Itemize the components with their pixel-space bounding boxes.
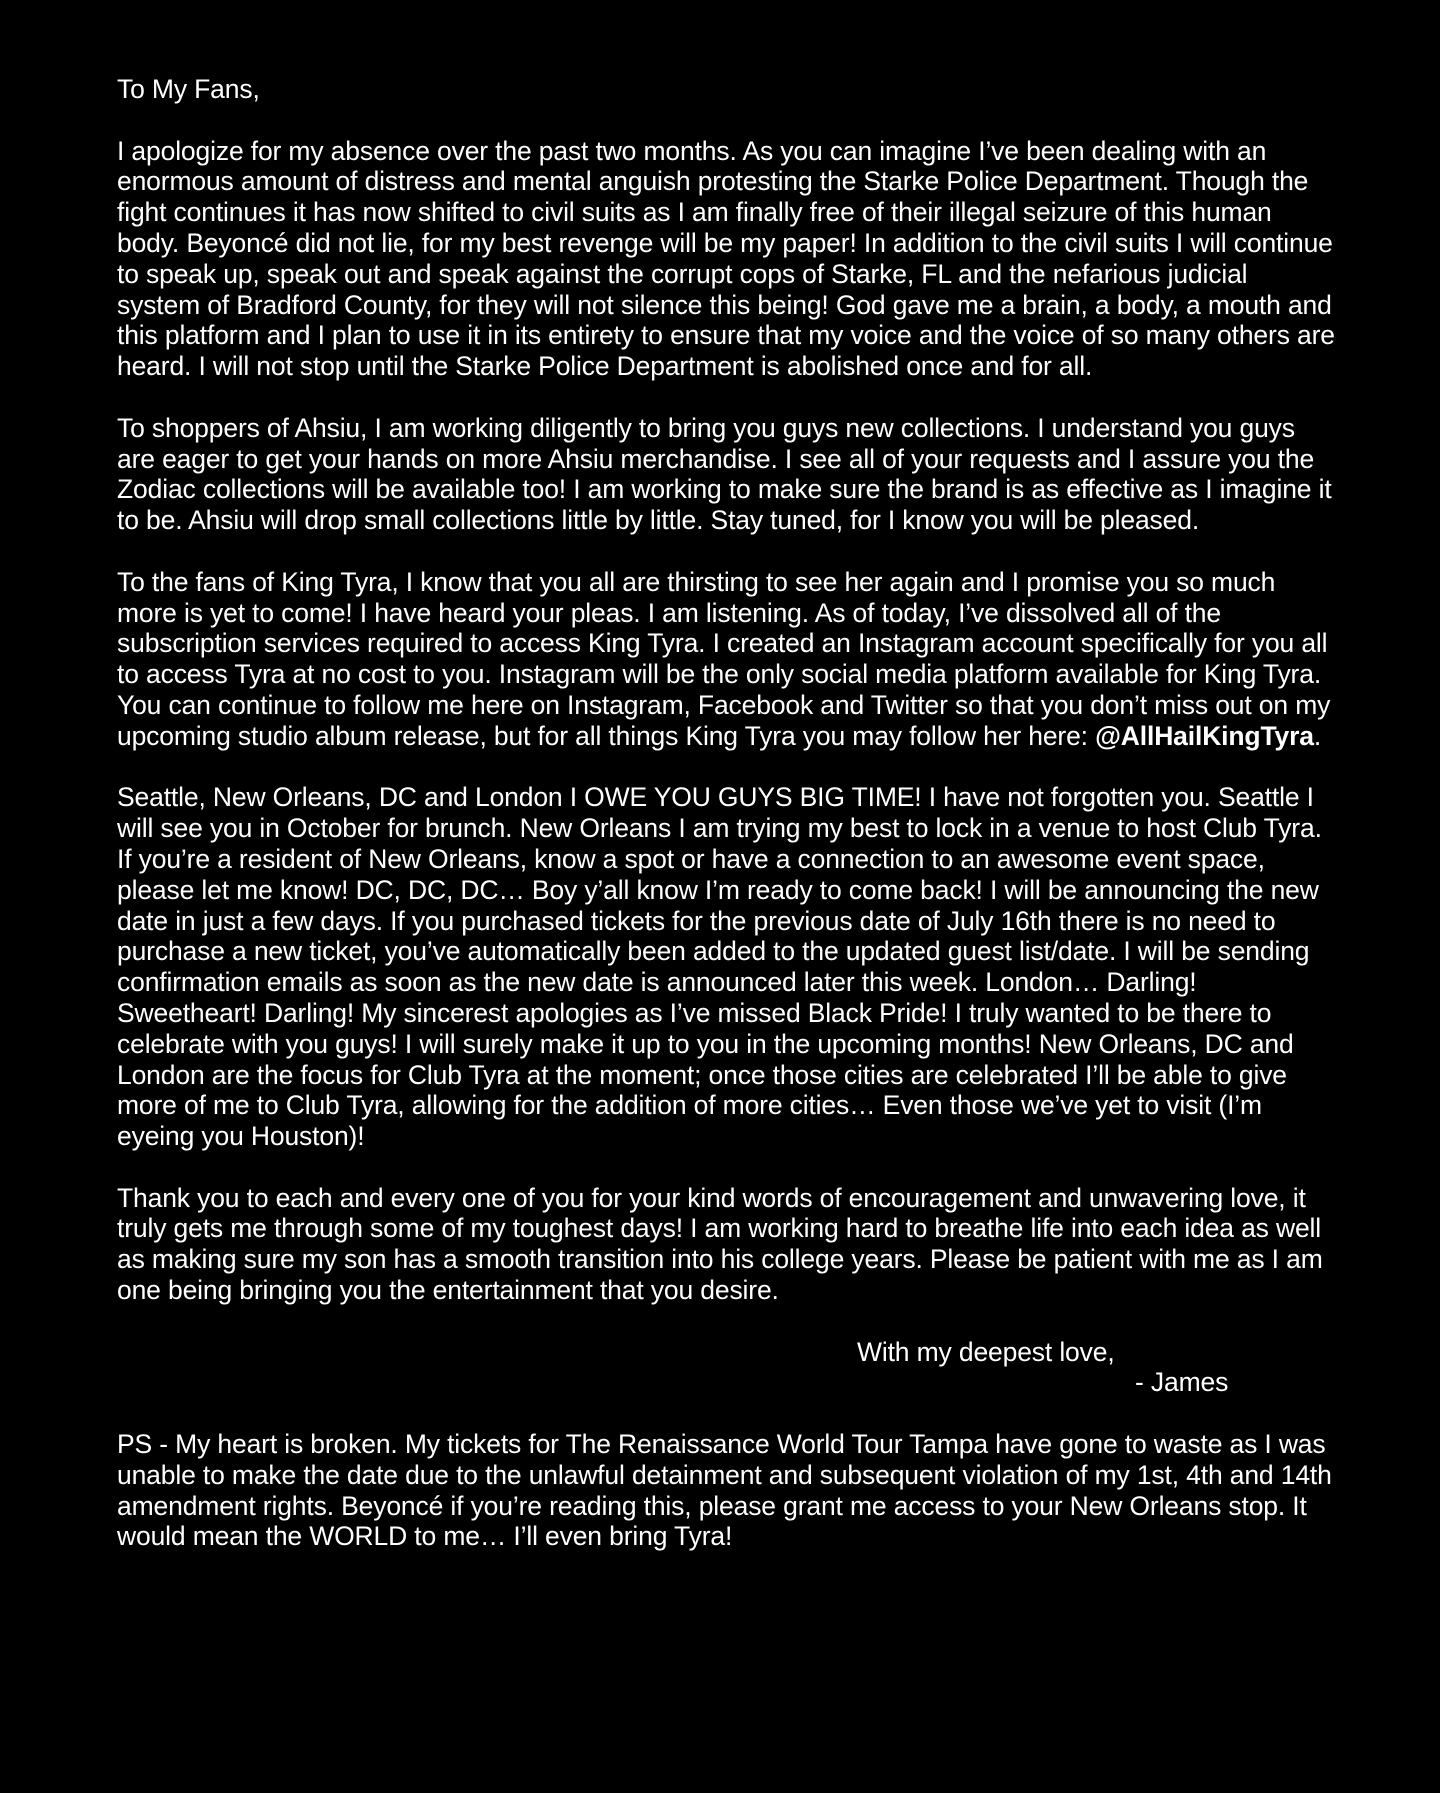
letter-body: [117, 74, 1337, 1583]
signature: - James: [1135, 1367, 1229, 1398]
signoff-block: [117, 1337, 1337, 1399]
instagram-handle: @AllHailKingTyra: [1095, 720, 1314, 751]
paragraph-king-tyra-end: .: [1313, 720, 1322, 751]
paragraph-king-tyra-text: To the fans of King Tyra, I know that you all are thirsting to see her again and I promise you so much more is yet to come! I have heard your pleas. I am listening. As of today, I’ve dissolved all of the subscription services required to access King Tyra. I created an Instagram account specifically for you all to access Tyra at no cost to you. Instagram will be the only social media platform available for King Tyra. You can continue to follow me here on Instagram, Facebook and Twitter so that you don’t miss out on my upcoming studio album release, but for all things King Tyra you may follow her here:: [117, 566, 1331, 751]
paragraph-absence: I apologize for my absence over the past two months. As you can imagine I’ve been dealing with an enormous amount of distress and mental anguish protesting the Starke Police Department. Though the fight continues it has now shifted to civil suits as I am finally free of their illegal seizure of this human body. Beyoncé did not lie, for my best revenge will be my paper! In addition to the civil suits I will continue to speak up, speak out and speak against the corrupt cops of Starke, FL and the nefarious judicial system of Bradford County, for they will not silence this being! God gave me a brain, a body, a mouth and this platform and I plan to use it in its entirety to ensure that my voice and the voice of so many others are heard. I will not stop until the Starke Police Department is abolished once and for all.: [117, 135, 1335, 382]
postscript: PS - My heart is broken. My tickets for The Renaissance World Tour Tampa have gone to waste as I was unable to make the date due to the unlawful detainment and subsequent violation of my 1st, 4th and 14th amendment rights. Beyoncé if you’re reading this, please grant me access to your New Orleans stop. It would mean the WORLD to me… I’ll even bring Tyra!: [117, 1429, 1332, 1552]
paragraph-king-tyra: [117, 567, 1337, 752]
paragraph-ahsiu: To shoppers of Ahsiu, I am working diligently to bring you guys new collections. I understand you guys are eager to get your hands on more Ahsiu merchandise. I see all of your requests and I assure you the Zodiac collections will be available too! I am working to make sure the brand is as effective as I imagine it to be. Ahsiu will drop small collections little by little. Stay tuned, for I know you will be pleased.: [117, 412, 1332, 536]
paragraph-club-tyra: Seattle, New Orleans, DC and London I OWE YOU GUYS BIG TIME! I have not forgotten you. Seattle I will see you in October for brunch. New Orleans I am trying my best to lock in a venue to host Club Tyra. If you’re a resident of New Orleans, know a spot or have a connection to an awesome event space, please let me know! DC, DC, DC… Boy y’all know I’m ready to come back! I will be announcing the new date in just a few days. If you purchased tickets for the previous date of July 16th there is no need to purchase a new ticket, you’ve automatically been added to the updated guest list/date. I will be sending confirmation emails as soon as the new date is announced later this week. London… Darling! Sweetheart! Darling! My sincerest apologies as I’ve missed Black Pride! I truly wanted to be there to celebrate with you guys! I will surely make it up to you in the upcoming months! New Orleans, DC and London are the focus for Club Tyra at the moment; once those cities are celebrated I’ll be able to give more of me to Club Tyra, allowing for the addition of more cities… Even those we’ve yet to visit (I’m eyeing you Houston)!: [117, 782, 1322, 1152]
paragraph-thanks: Thank you to each and every one of you for your kind words of encouragement and unwavering love, it truly gets me through some of my toughest days! I am working hard to breathe life into each idea as well as making sure my son has a smooth transition into his college years. Please be patient with me as I am one being bringing you the entertainment that you desire.: [117, 1182, 1323, 1306]
greeting: To My Fans,: [117, 74, 260, 104]
signoff-line: With my deepest love,: [857, 1336, 1115, 1367]
